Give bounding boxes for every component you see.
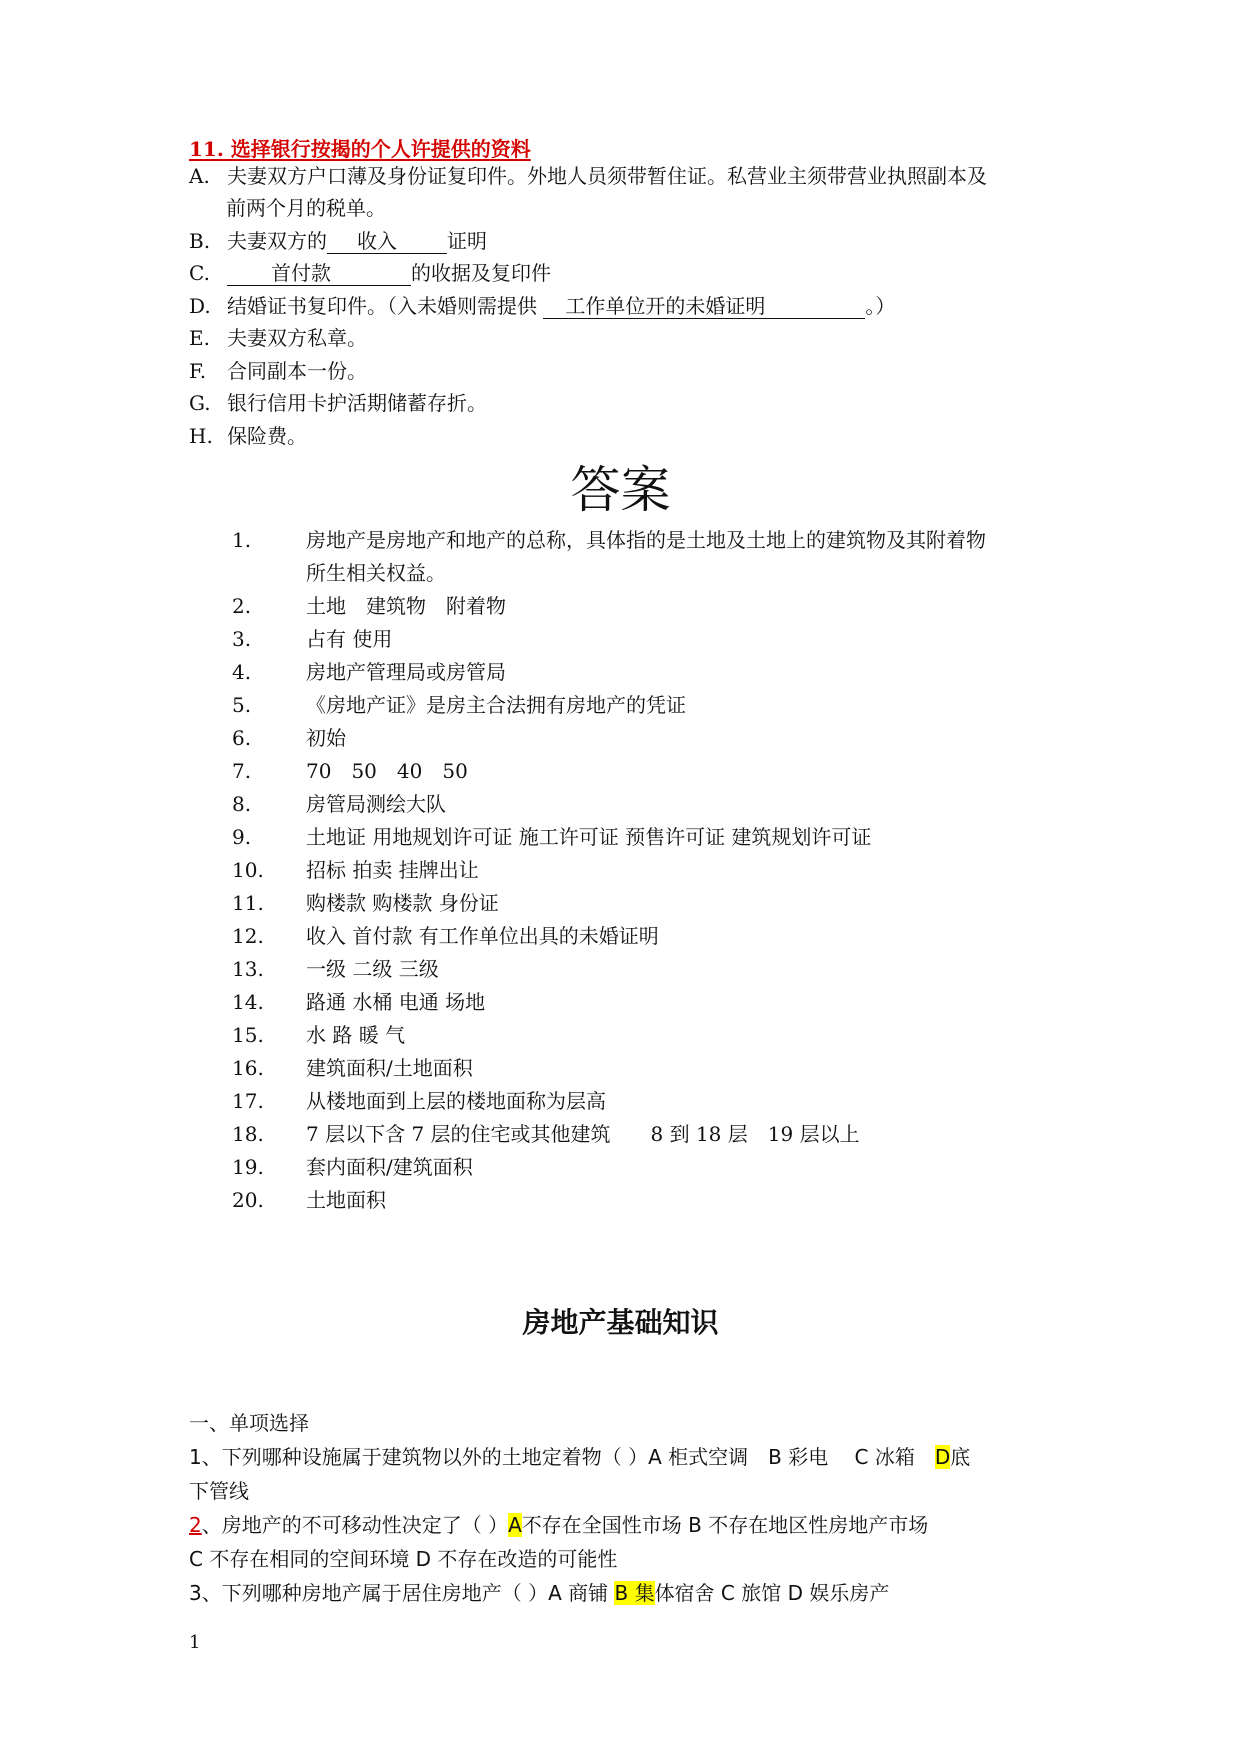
mc-question-2-continued: C 不存在相同的空间环境 D 不存在改造的可能性 [189,1547,618,1571]
answer-text: 7 层以下含 7 层的住宅或其他建筑 8 到 18 层 19 层以上 [306,1122,860,1146]
question-11-title: 11. 选择银行按揭的个人许提供的资料 [189,137,531,161]
fill-blank: 工作单位开的未婚证明 [543,294,865,319]
option-text: 。） [865,294,896,318]
answer-number: 20. [232,1188,264,1212]
answer-number: 15. [232,1023,264,1047]
answer-number: 5. [232,693,252,717]
answer-number: 13. [232,957,264,981]
option-text: 夫妻双方的 [227,229,327,253]
option-text: 合同副本一份。 [227,359,367,383]
answer-number: 7. [232,759,252,783]
answer-number: 18. [232,1122,264,1146]
answer-text: 房管局测绘大队 [306,792,446,816]
answer-number: 2. [232,594,252,618]
answer-text: 路通 水桶 电通 场地 [306,990,486,1014]
option-f [189,355,367,387]
answer-text: 招标 拍卖 挂牌出让 [306,858,479,882]
answer-number: 10. [232,858,264,882]
question-text: 底 [950,1445,971,1469]
mc-question-2 [189,1508,928,1542]
answer-text: 70 50 40 50 [306,759,468,783]
answer-number: 16. [232,1056,264,1080]
answer-number: 14. [232,990,264,1014]
knowledge-title: 房地产基础知识 [522,1306,719,1339]
highlighted-answer: D [934,1445,951,1469]
answer-number: 19. [232,1155,264,1179]
section-heading: 一、单项选择 [189,1411,309,1435]
answer-text: 土地面积 [306,1188,386,1212]
option-e [189,322,367,354]
answer-text: 房地产管理局或房管局 [306,660,506,684]
option-c [189,257,551,289]
answer-number: 3. [232,627,252,651]
question-text: 3、下列哪种房地产属于居住房地产（ ）A 商铺 [189,1581,615,1605]
option-text: 保险费。 [227,424,307,448]
question-text: 体宿舍 C 旅馆 D 娱乐房产 [654,1581,890,1605]
question-text: 、房地产的不可移动性决定了（ ） [201,1513,509,1537]
option-letter: D. [189,294,211,318]
mc-question-1-continued: 下管线 [189,1479,249,1503]
option-h [189,420,307,452]
answer-number: 11. [232,891,264,915]
answer-text: 所生相关权益。 [306,561,446,585]
answer-text: 房地产是房地产和地产的总称，具体指的是土地及土地上的建筑物及其附着物 [306,528,986,552]
option-text: 银行信用卡护活期储蓄存折。 [227,391,487,415]
option-letter: C. [189,261,210,285]
option-d [189,290,895,322]
answer-text: 购楼款 购楼款 身份证 [306,891,499,915]
option-letter: A. [189,164,210,188]
answer-number: 17. [232,1089,264,1113]
option-a-continued: 前两个月的税单。 [226,196,386,220]
answer-text: 《房地产证》是房主合法拥有房地产的凭证 [306,693,686,717]
answer-text: 初始 [306,726,346,750]
option-letter: H. [189,424,213,448]
answer-text: 土地证 用地规划许可证 施工许可证 预售许可证 建筑规划许可证 [306,825,872,849]
answer-text: 土地 建筑物 附着物 [306,594,506,618]
option-letter: B. [189,229,211,253]
answer-number: 9. [232,825,252,849]
fill-blank: 首付款 [227,261,411,286]
answer-number: 4. [232,660,252,684]
answer-text: 套内面积/建筑面积 [306,1155,473,1179]
answer-text: 建筑面积/土地面积 [306,1056,473,1080]
option-text: 证明 [447,229,487,253]
answer-text: 占有 使用 [306,627,393,651]
answer-text: 一级 二级 三级 [306,957,439,981]
option-text: 夫妻双方户口薄及身份证复印件。外地人员须带暂住证。私营业主须带营业执照副本及 [227,164,987,188]
answer-number: 1. [232,528,252,552]
option-b [189,225,487,257]
answer-text: 水 路 暖 气 [306,1023,406,1047]
option-letter: F. [189,359,207,383]
answer-number: 6. [232,726,252,750]
question-number: 2 [189,1513,202,1537]
answers-title: 答案 [570,461,671,519]
option-text: 结婚证书复印件。（入未婚则需提供 [227,294,544,318]
option-a [189,160,987,192]
mc-question-1 [189,1440,970,1474]
answer-number: 12. [232,924,264,948]
fill-blank: 收入 [327,229,447,254]
option-letter: E. [189,326,210,350]
mc-question-3 [189,1576,889,1610]
option-text: 的收据及复印件 [411,261,551,285]
question-text: 不存在全国性市场 B 不存在地区性房地产市场 [521,1513,929,1537]
page-number: 1 [189,1632,201,1653]
highlighted-answer: B 集 [614,1581,655,1605]
answer-number: 8. [232,792,252,816]
question-text: 1、下列哪种设施属于建筑物以外的土地定着物（ ）A 柜式空调 B 彩电 C 冰箱 [189,1445,935,1469]
answer-text: 收入 首付款 有工作单位出具的未婚证明 [306,924,659,948]
highlighted-answer: A [508,1513,522,1537]
option-text: 夫妻双方私章。 [227,326,367,350]
answer-text: 从楼地面到上层的楼地面称为层高 [306,1089,606,1113]
option-g [189,387,487,419]
option-letter: G. [189,391,211,415]
